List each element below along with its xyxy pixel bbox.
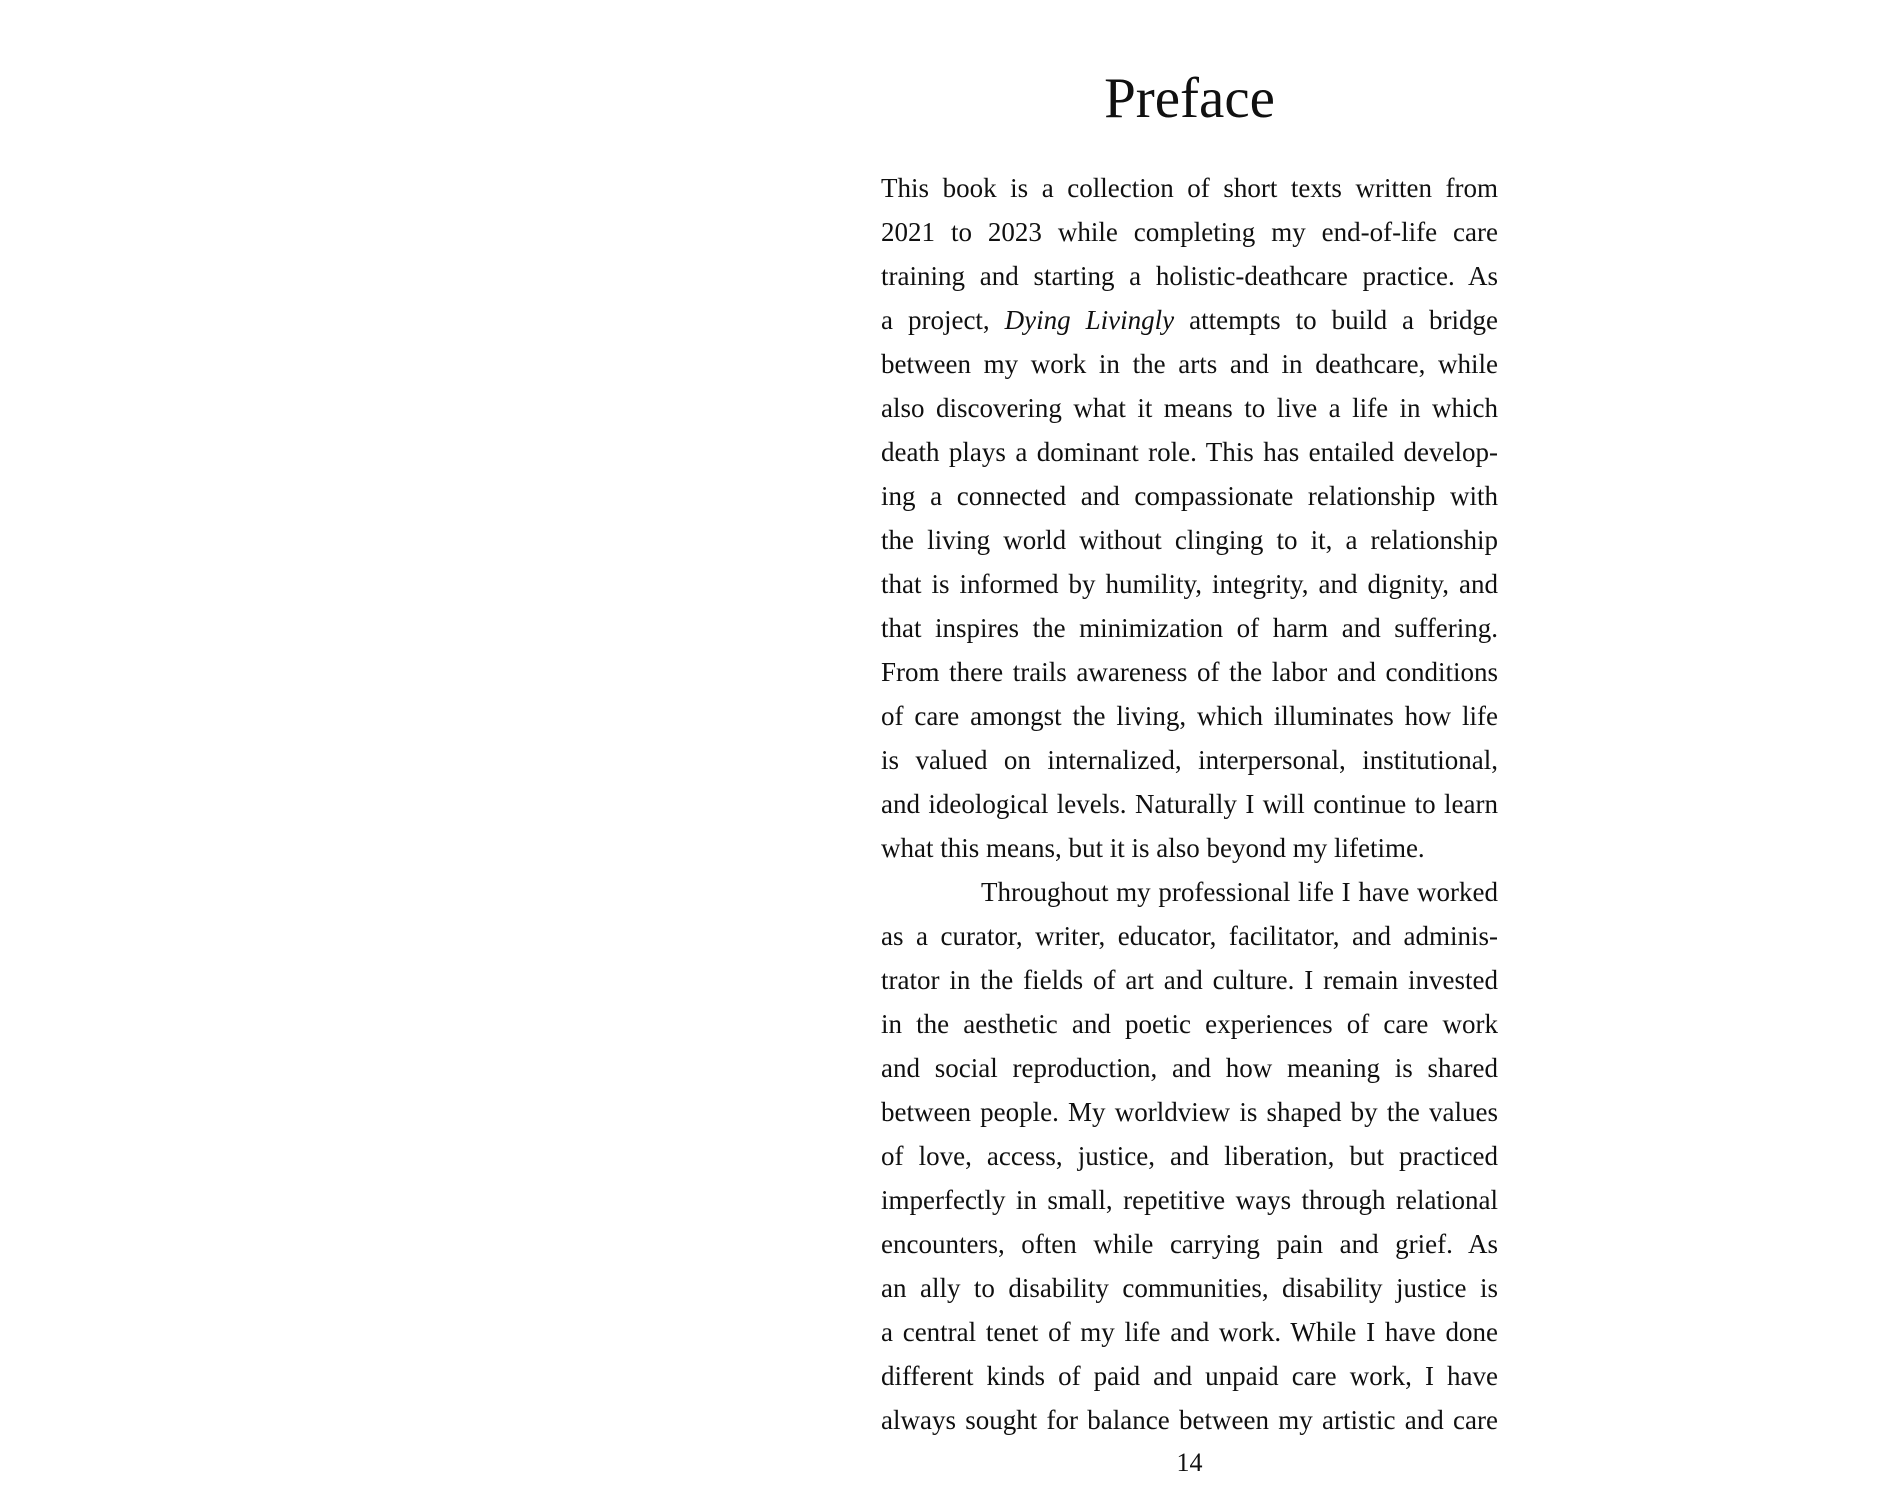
text-line: a project, Dying Livingly attempts to build a bridge	[881, 305, 1498, 335]
text-line: an ally to disability communities, disability justice is	[881, 1273, 1498, 1303]
text-line: of care amongst the living, which illuminates how life	[881, 701, 1498, 731]
body-text	[881, 166, 1498, 1442]
text-line: as a curator, writer, educator, facilitator, and adminis-	[881, 921, 1498, 951]
paragraph	[881, 166, 1498, 870]
text-line: From there trails awareness of the labor and conditions	[881, 657, 1498, 687]
text-line: a central tenet of my life and work. While I have done	[881, 1317, 1498, 1347]
text-line: training and starting a holistic-deathcare practice. As	[881, 261, 1498, 291]
text-line: Throughout my professional life I have worked	[981, 877, 1498, 907]
paragraph	[881, 870, 1498, 1442]
text-line: This book is a collection of short texts written from	[881, 173, 1498, 203]
text-line: of love, access, justice, and liberation, but practiced	[881, 1141, 1498, 1171]
text-line: imperfectly in small, repetitive ways through relational	[881, 1185, 1498, 1215]
text-line: 2021 to 2023 while completing my end-of-life care	[881, 217, 1498, 247]
book-page	[881, 67, 1498, 1442]
text-line: and ideological levels. Naturally I will continue to learn	[881, 789, 1498, 819]
text-line: trator in the fields of art and culture. I remain invested	[881, 965, 1498, 995]
text-line: between people. My worldview is shaped by the values	[881, 1097, 1498, 1127]
text-line: that inspires the minimization of harm and suffering.	[881, 613, 1498, 643]
page-title: Preface	[1104, 67, 1275, 130]
text-line: encounters, often while carrying pain and grief. As	[881, 1229, 1498, 1259]
text-line: in the aesthetic and poetic experiences of care work	[881, 1009, 1498, 1039]
text-line: ing a connected and compassionate relationship with	[881, 481, 1498, 511]
text-line: also discovering what it means to live a life in which	[881, 393, 1498, 423]
italic-book-title: Dying Livingly	[1004, 305, 1175, 335]
text-line: is valued on internalized, interpersonal, institutional,	[881, 745, 1498, 775]
text-line: between my work in the arts and in deathcare, while	[881, 349, 1498, 379]
text-line: different kinds of paid and unpaid care work, I have	[881, 1361, 1498, 1391]
text-line: that is informed by humility, integrity, and dignity, and	[881, 569, 1498, 599]
text-line: and social reproduction, and how meaning is shared	[881, 1053, 1498, 1083]
text-line: always sought for balance between my artistic and care	[881, 1405, 1498, 1435]
text-line: what this means, but it is also beyond my lifetime.	[881, 833, 1425, 863]
text-line: death plays a dominant role. This has entailed develop-	[881, 437, 1498, 467]
page-number: 14	[1176, 1448, 1203, 1477]
text-line: the living world without clinging to it, a relationship	[881, 525, 1498, 555]
